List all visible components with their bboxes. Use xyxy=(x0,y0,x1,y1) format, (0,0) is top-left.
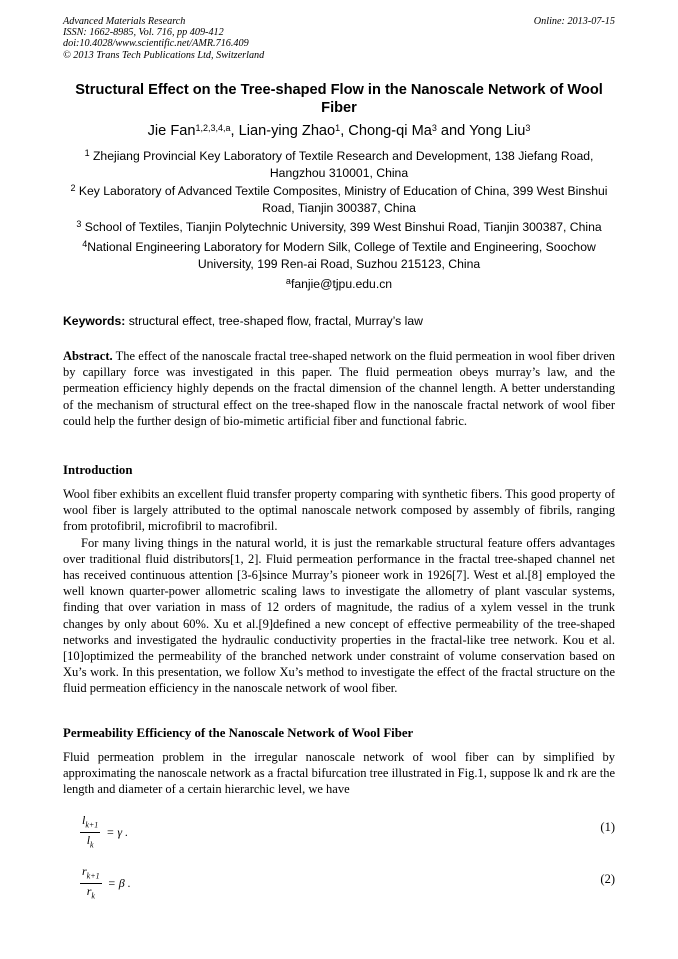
journal-header xyxy=(63,16,264,61)
eq-den-sub: k xyxy=(91,891,95,901)
section2-paragraph: Fluid permeation problem in the irregular nanoscale network of wool fiber can by simplified by approximating the nanoscale network as a fractal bifurcation tree illustrated in Fig.1, suppose lk and rk are the length and diameter of a certain hierarchic level, we have xyxy=(63,750,615,797)
introduction-paragraph: For many living things in the natural world, it is just the remarkable structural feature offers advantages over traditional fluid distributors[1, 2]. Fluid permeation performance in the fractal tree-shaped channel net has received continuous attention [3-6]since Murray’s pioneer work in 1926[7]. West et al.[8] employed the well known quarter-power allometric scaling laws to investigate the allometry of plant vascular systems, finding that over variation in mass of 12 orders of magnitude, the radius of a xylem vessel in the trunk changes by only about 60%. Xu et al.[9]defined a new concept of effective permeability of the tree-shaped networks and investigated the hydraulic conductivity properties in the fractal-like tree network. Kou et al. [10]optimized the permeability of the branched network under constraint of volume conservation based on Xu’s work. In this presentation, we follow Xu’s method to investigate the effect of the fractal structure on the fluid permeation efficiency in the nanoscale network of wool fiber. xyxy=(63,535,615,696)
equation-fraction xyxy=(80,864,102,904)
equation-rhs: = γ . xyxy=(106,825,129,840)
equation-2 xyxy=(80,864,131,904)
keywords xyxy=(63,313,615,329)
abstract xyxy=(63,348,615,429)
author-affiliation-marker: 3 xyxy=(525,123,531,133)
journal-name: Advanced Materials Research xyxy=(63,16,186,27)
keywords-text: structural effect, tree-shaped flow, fractal, Murray’s law xyxy=(125,314,423,328)
affiliation-text: Key Laboratory of Advanced Textile Composites, Ministry of Education of China, 399 West Binshui Road, Tianjin 300387, China xyxy=(78,184,608,215)
eq-num-sub: k+1 xyxy=(85,820,99,830)
author-name: Yong Liu xyxy=(469,123,526,139)
equation-number: (2) xyxy=(600,872,615,886)
paper-title: Structural Effect on the Tree-shaped Flow in the Nanoscale Network of Wool Fiber xyxy=(75,82,603,116)
eq-num-var: l xyxy=(82,813,86,827)
affiliation-text: National Engineering Laboratory for Modern Silk, College of Textile and Engineering, Soochow University, 199 Ren-ai Road, Suzhou 215123, China xyxy=(87,240,596,271)
abstract-label: Abstract. xyxy=(63,349,113,363)
equation-number: (1) xyxy=(600,820,615,834)
section2-body xyxy=(63,749,615,798)
affiliation-marker: 4 xyxy=(82,239,88,249)
affiliation-text: Zhejiang Provincial Key Laboratory of Textile Research and Development, 138 Jiefang Road, Hangzhou 310001, China xyxy=(92,149,594,180)
eq-den-var: r xyxy=(86,884,92,899)
affiliation-marker: 1 xyxy=(84,148,90,158)
corresponding-email xyxy=(60,276,618,293)
journal-issn: ISSN: 1662-8985, Vol. 716, pp 409-412 xyxy=(63,27,224,39)
eq-den-sub: k xyxy=(90,840,94,850)
email-marker: a xyxy=(285,276,291,286)
keywords-label: Keywords: xyxy=(63,314,126,328)
section-heading-permeability: Permeability Efficiency of the Nanoscale Network of Wool Fiber xyxy=(63,726,414,740)
eq-num-sub: k+1 xyxy=(86,871,100,881)
email-address[interactable]: fanjie@tjpu.edu.cn xyxy=(290,277,393,291)
abstract-text: The effect of the nanoscale fractal tree-shaped network on the fluid permeation in wool fiber driven by capillary force was investigated in this paper. The fluid permeation obeys murray’s law, and the permeation efficiency highly depends on the fractal dimension of the channel length. A better understanding of the mechanism of structural effect on the tree-shaped flow in the nanoscale fractal network of wool fiber could help the further design of bio-mimetic artificial fiber and functional fabric. xyxy=(63,349,615,428)
equation-fraction xyxy=(80,813,100,853)
journal-copyright: © 2013 Trans Tech Publications Ltd, Switzerland xyxy=(63,49,265,61)
affiliation-marker: 3 xyxy=(76,219,82,229)
affiliation-1 xyxy=(60,148,618,181)
section-heading-introduction: Introduction xyxy=(63,463,133,477)
author-separator: and xyxy=(436,123,470,139)
author-affiliation-marker: 1,2,3,4,a xyxy=(195,123,231,133)
author-separator: , xyxy=(230,123,239,139)
affiliation-4 xyxy=(60,239,618,272)
online-date: Online: 2013-07-15 xyxy=(533,16,615,27)
author-name: Chong-qi Ma xyxy=(348,123,432,139)
introduction-paragraph: Wool fiber exhibits an excellent fluid transfer property comparing with synthetic fibers. This good property of wool fiber is largely attributed to the optimal nanoscale network composed by assembly of fibrils, ranging from protofibril, microfibril to macrofibril. xyxy=(63,487,615,534)
introduction-body xyxy=(63,486,615,697)
author-name: Lian-ying Zhao xyxy=(238,123,336,139)
author-separator: , xyxy=(340,123,349,139)
affiliation-2 xyxy=(60,183,618,216)
affiliation-text: School of Textiles, Tianjin Polytechnic University, 399 West Binshui Road, Tianjin 300387, China xyxy=(84,220,602,234)
author-list xyxy=(60,122,618,140)
eq-den-var: l xyxy=(86,833,91,848)
eq-num-var: r xyxy=(82,864,87,878)
affiliation-marker: 2 xyxy=(70,183,76,193)
equation-rhs: = β . xyxy=(107,876,131,891)
affiliation-3 xyxy=(60,219,618,236)
author-affiliation-marker: 1 xyxy=(335,123,341,133)
equation-1 xyxy=(80,813,128,853)
author-name: Jie Fan xyxy=(147,123,196,139)
journal-doi[interactable]: doi:10.4028/www.scientific.net/AMR.716.409 xyxy=(63,38,249,50)
author-affiliation-marker: 3 xyxy=(431,123,437,133)
